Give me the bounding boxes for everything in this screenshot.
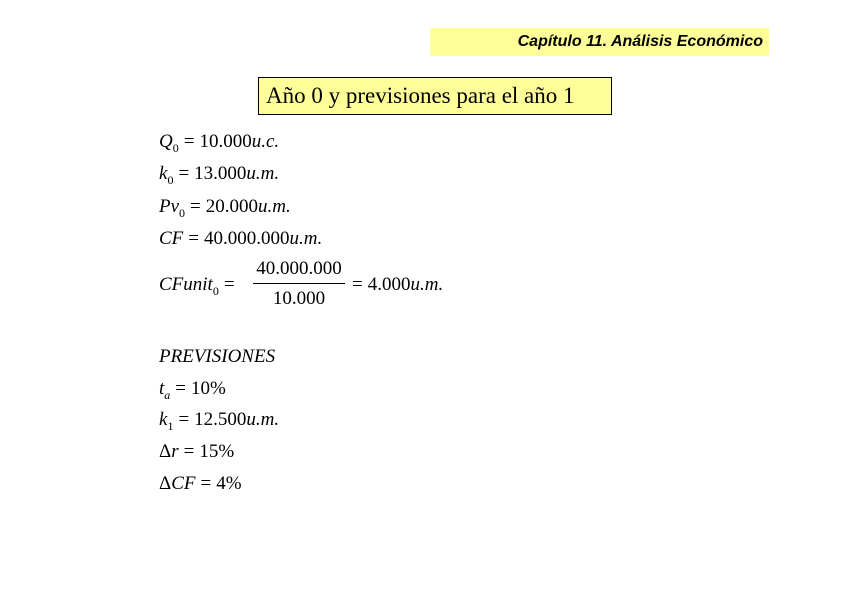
eq-subscript: 0 — [179, 206, 186, 220]
delta-symbol: Δ — [159, 473, 172, 494]
eq-variable: t — [159, 378, 165, 399]
eq-subscript: 1 — [167, 419, 174, 433]
fraction-bar — [253, 283, 345, 284]
eq-number: 12.500 — [194, 409, 247, 430]
cfunit-lhs — [159, 274, 240, 296]
eq-number: 20.000 — [205, 196, 259, 217]
eq-variable: r — [171, 441, 179, 462]
eq-result: 4.000 — [367, 274, 411, 295]
eq-variable: CF — [171, 473, 196, 494]
eq-sign: = — [183, 131, 195, 152]
eq-value: 10% — [191, 378, 226, 399]
eq-value: 15% — [199, 441, 235, 462]
eq-subscript: a — [164, 388, 171, 402]
equation-pv0 — [159, 196, 291, 218]
equation-q0 — [159, 131, 279, 153]
eq-unit: u.m. — [246, 409, 280, 430]
fraction-denominator: 10.000 — [272, 288, 326, 309]
equation-delta-r — [159, 441, 234, 463]
fraction-numerator: 40.000.000 — [256, 258, 342, 279]
equation-k1 — [159, 409, 279, 431]
equation-delta-cf — [159, 473, 242, 495]
eq-subscript: 0 — [172, 141, 179, 155]
eq-variable: CF — [159, 228, 184, 249]
eq-unit: u.m. — [289, 228, 323, 249]
eq-number: 10.000 — [199, 131, 252, 152]
eq-value: 4% — [216, 473, 242, 494]
eq-sign: = — [178, 163, 190, 184]
equation-cf — [159, 228, 322, 250]
section-title: Año 0 y previsiones para el año 1 — [266, 83, 575, 108]
equation-cfunit — [159, 258, 459, 312]
eq-sign-2: = — [352, 274, 363, 295]
eq-sign: = — [190, 196, 201, 217]
equation-k0 — [159, 163, 279, 185]
eq-sign: = — [223, 274, 235, 295]
previsiones-heading — [159, 346, 275, 368]
eq-variable: Q — [159, 131, 173, 152]
eq-unit: u.m. — [410, 274, 444, 295]
eq-variable: k — [159, 163, 168, 184]
chapter-title: Capítulo 11. Análisis Económico — [517, 33, 763, 50]
eq-subscript: 0 — [212, 284, 219, 298]
eq-number: 13.000 — [194, 163, 247, 184]
cfunit-rhs — [347, 274, 443, 296]
eq-variable: CFunit — [159, 274, 213, 295]
eq-sign: = — [188, 228, 199, 249]
chapter-header — [430, 28, 769, 56]
eq-subscript: 0 — [167, 173, 174, 187]
eq-sign: = — [183, 441, 195, 462]
eq-unit: u.m. — [258, 196, 291, 217]
eq-unit: u.m. — [246, 163, 280, 184]
eq-unit: u.c. — [251, 131, 280, 152]
eq-sign: = — [178, 409, 190, 430]
eq-sign: = — [175, 378, 186, 399]
eq-number: 40.000.000 — [204, 228, 290, 249]
section-title-box — [258, 77, 612, 115]
heading-text: PREVISIONES — [159, 346, 276, 367]
equation-ta — [159, 378, 226, 400]
delta-symbol: Δ — [159, 441, 172, 462]
eq-variable: Pv — [159, 196, 180, 217]
eq-sign: = — [200, 473, 212, 494]
eq-variable: k — [159, 409, 168, 430]
